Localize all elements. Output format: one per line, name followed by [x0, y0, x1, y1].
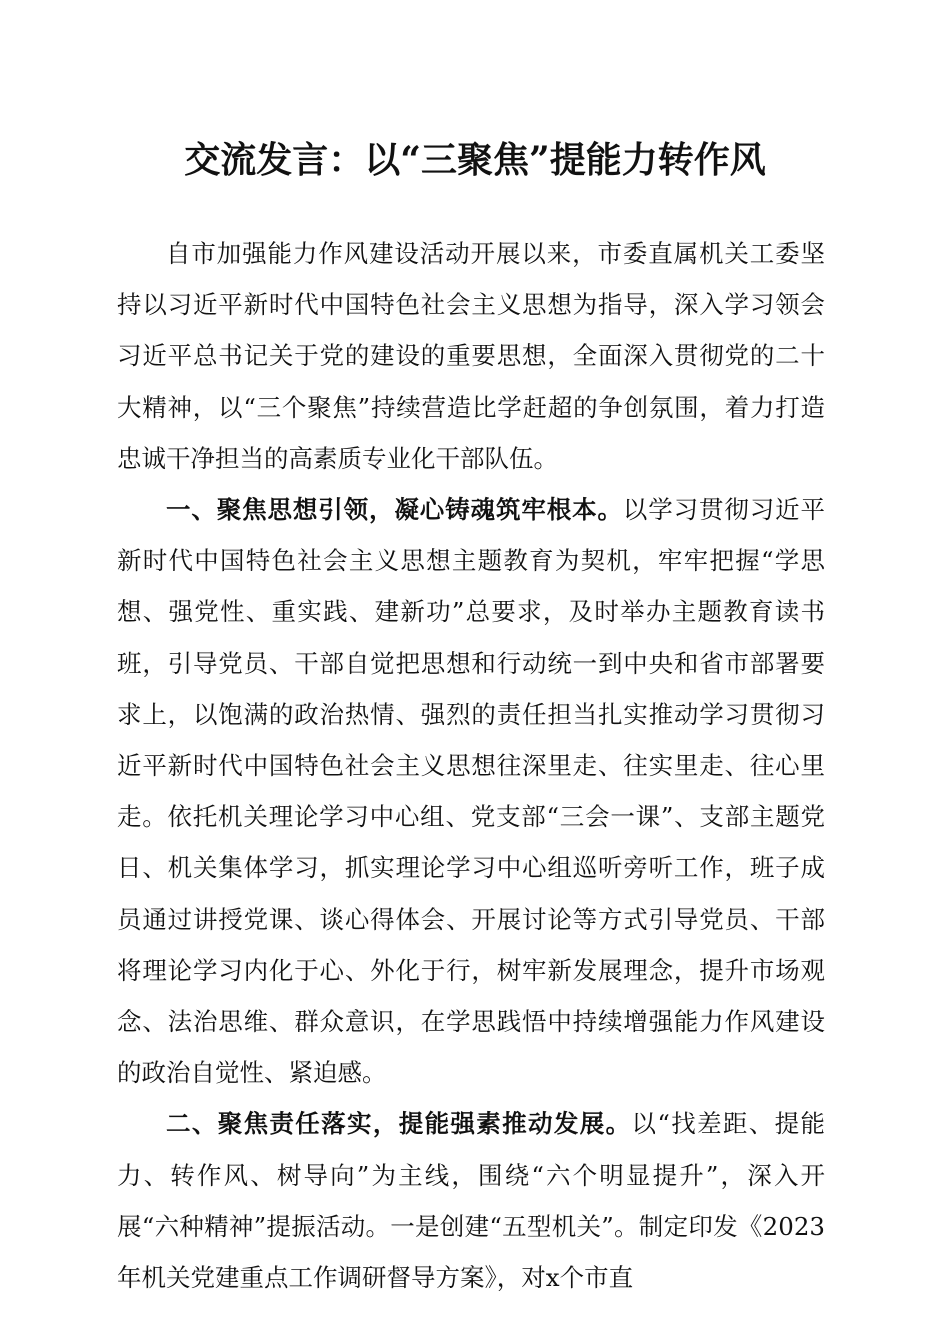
section-2-text: 以“找差距、提能力、转作风、树导向”为主线，围绕“六个明显提升”，深入开展“六种精神”提振活动。一是创建“五型机关”。制定印发《2023年机关党建重点工作调研督导方案》，对x个市直 — [117, 1109, 826, 1293]
section-1-heading: 一、聚焦思想引领，凝心铸魂筑牢根本。 — [166, 495, 623, 525]
section-2-heading: 二、聚焦责任落实，提能强素推动发展。 — [166, 1109, 632, 1139]
document-body — [117, 228, 825, 1303]
section-1-text: 以学习贯彻习近平新时代中国特色社会主义思想主题教育为契机，牢牢把握“学思想、强党性、重实践、建新功”总要求，及时举办主题教育读书班，引导党员、干部自觉把思想和行动统一到中央和省市部署要求上，以饱满的政治热情、强烈的责任担当扎实推动学习贯彻习近平新时代中国特色社会主义思想往深里走、往实里走、往心里走。依托机关理论学习中心组、党支部“三会一课”、支部主题党日、机关集体学习，抓实理论学习中心组巡听旁听工作，班子成员通过讲授党课、谈心得体会、开展讨论等方式引导党员、干部将理论学习内化于心、外化于行，树牢新发展理念，提升市场观念、法治思维、群众意识，在学思践悟中持续增强能力作风建设的政治自觉性、紧迫感。 — [117, 495, 826, 1088]
section-1-paragraph — [117, 484, 825, 1098]
section-2-paragraph — [117, 1098, 825, 1303]
intro-paragraph: 自市加强能力作风建设活动开展以来，市委直属机关工委坚持以习近平新时代中国特色社会主义思想为指导，深入学习领会习近平总书记关于党的建设的重要思想，全面深入贯彻党的二十大精神，以“三个聚焦”持续营造比学赶超的争创氛围，着力打造忠诚干净担当的高素质专业化干部队伍。 — [117, 239, 825, 473]
document-title: 交流发言：以“三聚焦”提能力转作风 — [184, 139, 766, 181]
